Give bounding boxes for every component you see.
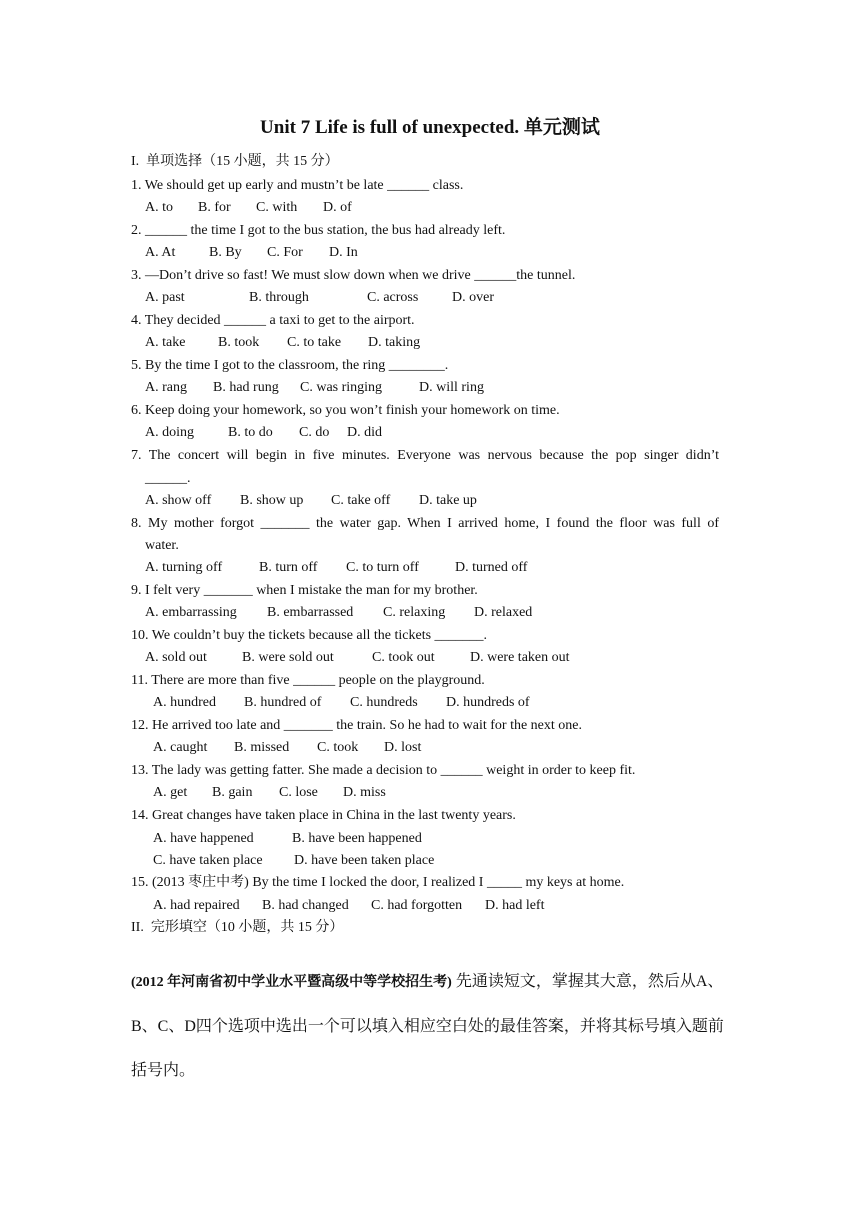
question-13-option-b: B. gain [212, 785, 253, 800]
question-15-option-d: D. had left [485, 898, 545, 913]
question-9-option-b: B. embarrassed [267, 605, 354, 620]
question-3-option-c: C. across [367, 290, 419, 305]
question-8-stem: 8. My mother forgot _______ the water gap. When I arrived home, I found the floor was full of [131, 516, 719, 531]
question-11-option-b: B. hundred of [244, 695, 322, 710]
question-5-option-b: B. had rung [213, 380, 279, 395]
question-3-option-d: D. over [452, 290, 494, 305]
question-7-stem-continued: ______. [145, 471, 191, 486]
question-1-option-b: B. for [198, 200, 231, 215]
question-11-option-d: D. hundreds of [446, 695, 530, 710]
question-10-option-a: A. sold out [145, 650, 207, 665]
question-3-option-a: A. past [145, 290, 185, 305]
cloze-source: (2012 年河南省初中学业水平暨高级中等学校招生考) [131, 975, 452, 990]
question-15-option-a: A. had repaired [153, 898, 240, 913]
question-12-option-c: C. took [317, 740, 359, 755]
question-12-option-a: A. caught [153, 740, 208, 755]
question-7-stem: 7. The concert will begin in five minutes. Everyone was nervous because the pop singer didn’t [131, 448, 719, 463]
question-13-stem: 13. The lady was getting fatter. She made a decision to ______ weight in order to keep fit. [131, 763, 636, 778]
question-8-stem-continued: water. [145, 538, 179, 553]
question-14-option-a: A. have happened [153, 831, 254, 846]
question-6-option-b: B. to do [228, 425, 273, 440]
section-heading-cloze: II. 完形填空（10 小题，共 15 分） [131, 920, 344, 935]
question-7-option-c: C. take off [331, 493, 391, 508]
question-5-option-d: D. will ring [419, 380, 484, 395]
question-12-stem: 12. He arrived too late and _______ the train. So he had to wait for the next one. [131, 718, 582, 733]
question-9-option-a: A. embarrassing [145, 605, 237, 620]
question-10-option-d: D. were taken out [470, 650, 570, 665]
question-14-stem: 14. Great changes have taken place in China in the last twenty years. [131, 808, 516, 823]
question-11-option-a: A. hundred [153, 695, 216, 710]
question-4-stem: 4. They decided ______ a taxi to get to the airport. [131, 313, 415, 328]
question-14-option-c: C. have taken place [153, 853, 263, 868]
cloze-instructions [131, 960, 737, 1093]
question-5-stem: 5. By the time I got to the classroom, the ring ________. [131, 358, 449, 373]
question-7-option-a: A. show off [145, 493, 212, 508]
question-10-stem: 10. We couldn’t buy the tickets because all the tickets _______. [131, 628, 488, 643]
question-7-option-d: D. take up [419, 493, 477, 508]
page-title: Unit 7 Life is full of unexpected. 单元测试 [260, 117, 600, 138]
cloze-instruction-text: 先通读短文，掌握其大意，然后从A、B、C、D四个选项中选出一个可以填入相应空白处的最佳答案，并将其标号填入题前括号内。 [131, 973, 724, 1079]
question-4-option-c: C. to take [287, 335, 342, 350]
question-12-option-d: D. lost [384, 740, 422, 755]
question-2-option-a: A. At [145, 245, 176, 260]
question-5-option-a: A. rang [145, 380, 187, 395]
question-2-option-c: C. For [267, 245, 303, 260]
question-14-option-d: D. have been taken place [294, 853, 435, 868]
question-8-option-b: B. turn off [259, 560, 318, 575]
question-10-option-b: B. were sold out [242, 650, 334, 665]
question-4-option-d: D. taking [368, 335, 421, 350]
question-9-option-c: C. relaxing [383, 605, 446, 620]
question-8-option-d: D. turned off [455, 560, 528, 575]
question-3-option-b: B. through [249, 290, 309, 305]
question-8-option-c: C. to turn off [346, 560, 419, 575]
question-11-stem: 11. There are more than five ______ people on the playground. [131, 673, 485, 688]
question-13-option-c: C. lose [279, 785, 318, 800]
question-6-option-d: D. did [347, 425, 382, 440]
question-6-stem: 6. Keep doing your homework, so you won’t finish your homework on time. [131, 403, 560, 418]
question-1-option-a: A. to [145, 200, 173, 215]
question-5-option-c: C. was ringing [300, 380, 383, 395]
question-15-stem: 15. (2013 枣庄中考) By the time I locked the door, I realized I _____ my keys at home. [131, 875, 625, 890]
question-14-option-b: B. have been happened [292, 831, 422, 846]
question-11-option-c: C. hundreds [350, 695, 418, 710]
question-13-option-a: A. get [153, 785, 188, 800]
question-1-option-c: C. with [256, 200, 298, 215]
question-6-option-c: C. do [299, 425, 330, 440]
question-2-option-b: B. By [209, 245, 242, 260]
question-1-option-d: D. of [323, 200, 352, 215]
question-4-option-b: B. took [218, 335, 260, 350]
question-15-option-b: B. had changed [262, 898, 349, 913]
question-4-option-a: A. take [145, 335, 186, 350]
section-heading-single-choice: I. 单项选择（15 小题，共 15 分） [131, 154, 339, 169]
question-12-option-b: B. missed [234, 740, 290, 755]
question-2-stem: 2. ______ the time I got to the bus station, the bus had already left. [131, 223, 506, 238]
question-9-option-d: D. relaxed [474, 605, 533, 620]
question-2-option-d: D. In [329, 245, 358, 260]
question-6-option-a: A. doing [145, 425, 194, 440]
question-15-option-c: C. had forgotten [371, 898, 463, 913]
question-13-option-d: D. miss [343, 785, 386, 800]
question-9-stem: 9. I felt very _______ when I mistake the man for my brother. [131, 583, 478, 598]
question-8-option-a: A. turning off [145, 560, 223, 575]
question-3-stem: 3. —Don’t drive so fast! We must slow down when we drive ______the tunnel. [131, 268, 576, 283]
question-10-option-c: C. took out [372, 650, 435, 665]
question-7-option-b: B. show up [240, 493, 304, 508]
question-1-stem: 1. We should get up early and mustn’t be late ______ class. [131, 178, 464, 193]
